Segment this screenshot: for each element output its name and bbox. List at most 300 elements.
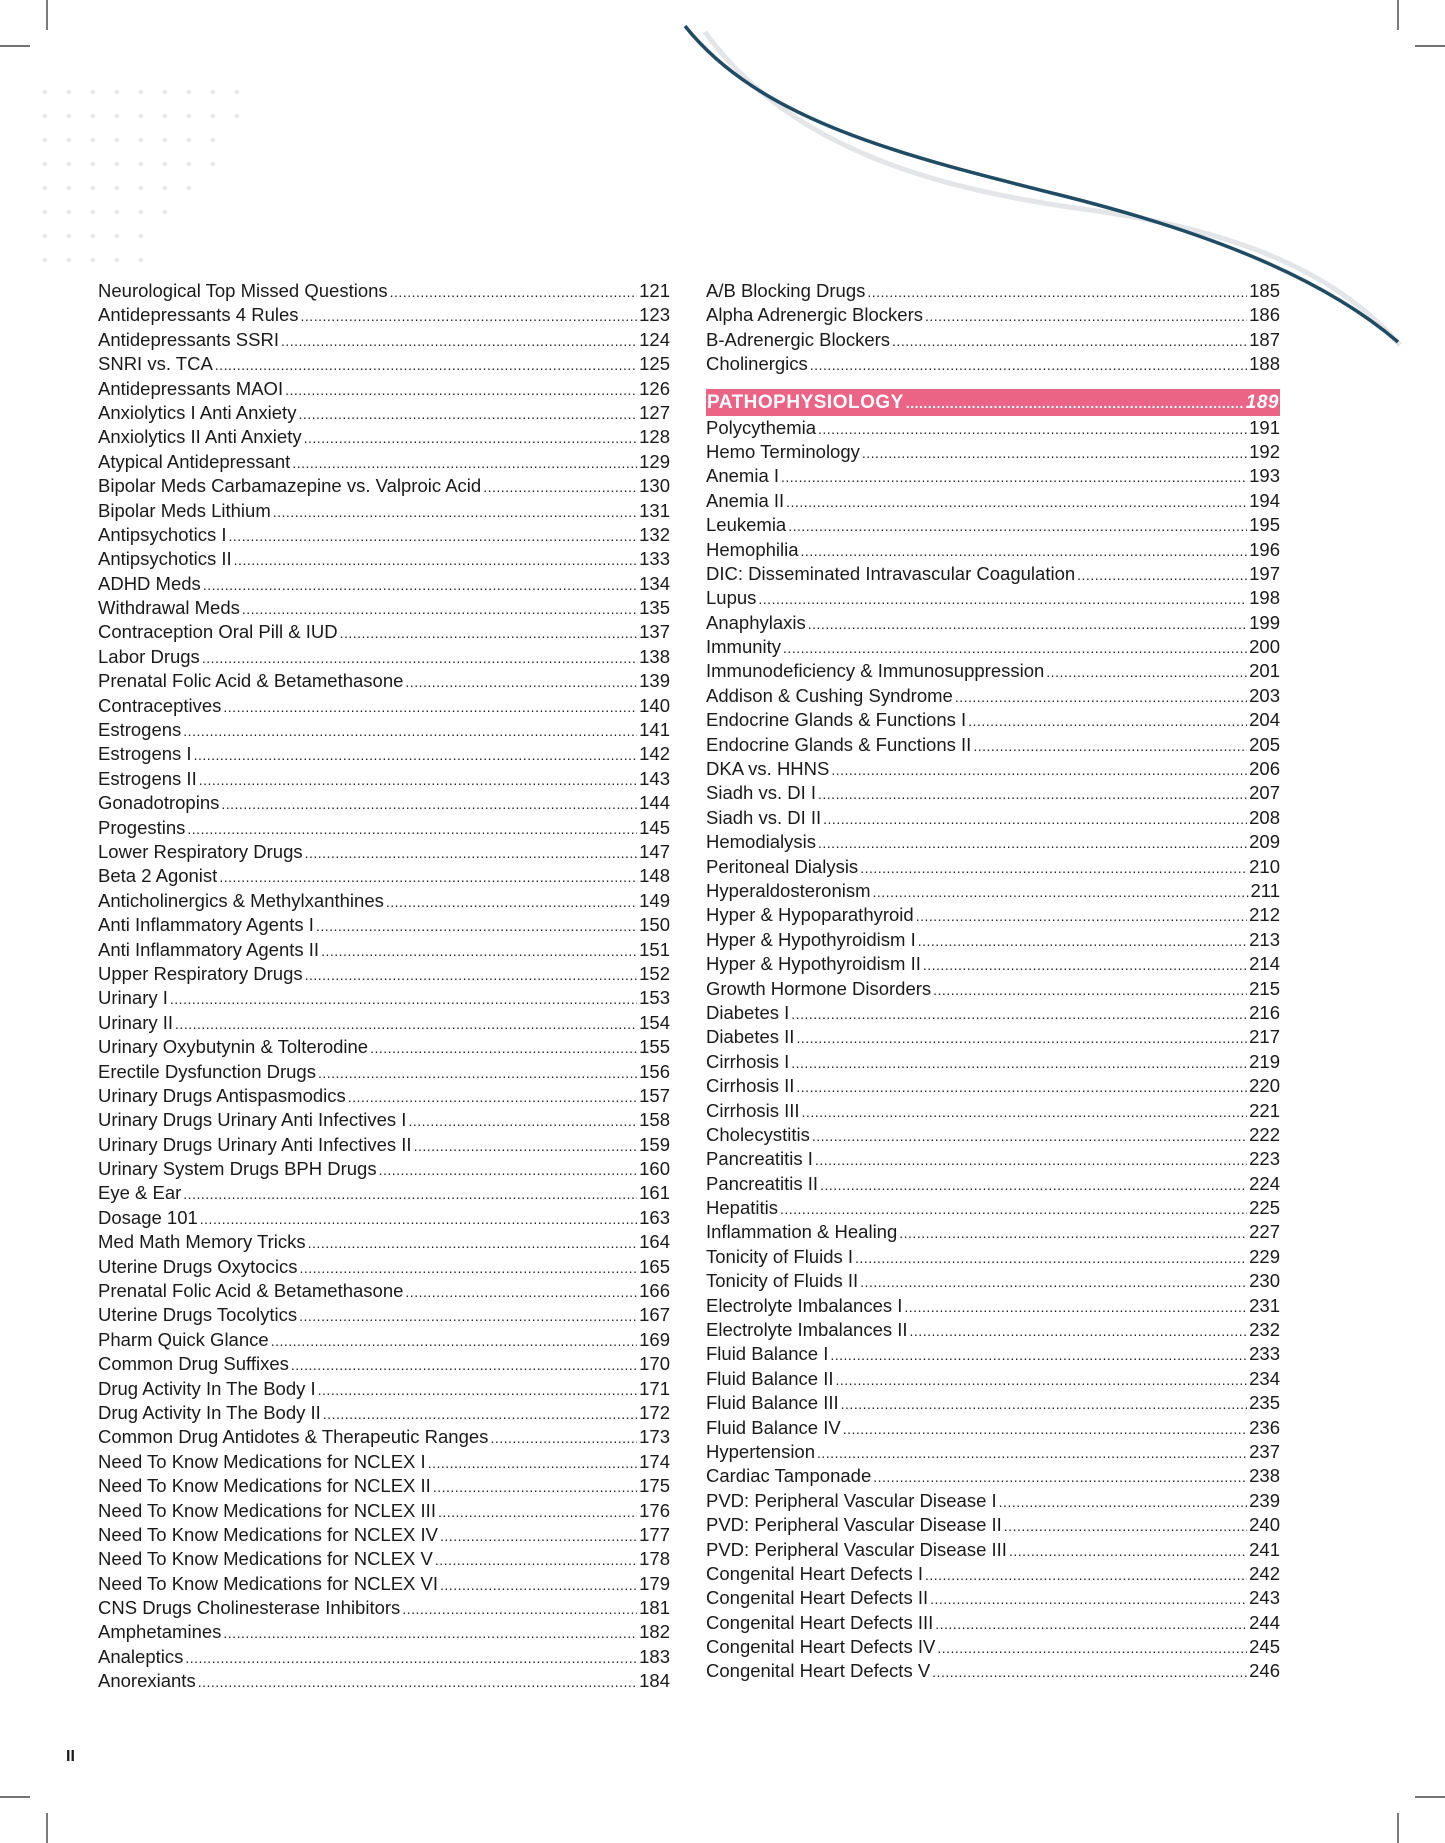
toc-entry[interactable]: [706, 416, 1280, 440]
toc-entry[interactable]: [706, 1269, 1280, 1293]
toc-entry-title: DKA vs. HHNS: [706, 758, 830, 780]
toc-entry[interactable]: [98, 1645, 670, 1669]
toc-entry-page: 173: [639, 1426, 670, 1448]
dot-leader: [932, 1660, 1247, 1684]
section-page-number: 189: [1245, 391, 1279, 413]
toc-entry[interactable]: [706, 611, 1280, 635]
toc-entry-title: Pancreatitis I: [706, 1148, 813, 1170]
toc-entry-page: 203: [1249, 684, 1280, 706]
toc-entry[interactable]: [98, 1157, 670, 1181]
toc-entry-page: 174: [639, 1450, 670, 1472]
toc-entry[interactable]: [706, 1440, 1280, 1464]
toc-entry[interactable]: [98, 938, 670, 962]
toc-entry[interactable]: [706, 1513, 1280, 1537]
dot-leader: [405, 1280, 637, 1304]
toc-entry[interactable]: [98, 1181, 670, 1205]
toc-entry-page: 200: [1249, 636, 1280, 658]
toc-entry-page: 209: [1249, 831, 1280, 853]
toc-entry-page: 239: [1249, 1489, 1280, 1511]
toc-entry[interactable]: [98, 1108, 670, 1132]
dot-leader: [483, 475, 637, 499]
dot-leader: [860, 856, 1247, 880]
toc-entry-title: Labor Drugs: [98, 645, 200, 667]
toc-entry-title: Immunodeficiency & Immunosuppression: [706, 660, 1045, 682]
dot-leader: [340, 621, 638, 645]
toc-entry[interactable]: [706, 659, 1280, 683]
toc-entry-page: 193: [1249, 465, 1280, 487]
toc-entry[interactable]: [706, 1416, 1280, 1440]
toc-entry-title: Anorexiants: [98, 1670, 196, 1692]
dot-leader: [802, 1100, 1248, 1124]
dot-leader: [223, 1621, 637, 1645]
toc-entry-title: Hyper & Hypothyroidism II: [706, 953, 921, 975]
toc-entry-page: 183: [639, 1645, 670, 1667]
toc-entry[interactable]: [706, 708, 1280, 732]
decor-dot: [139, 210, 143, 214]
toc-entry[interactable]: [706, 684, 1280, 708]
toc-entry[interactable]: [706, 1489, 1280, 1513]
section-header-pathophysiology[interactable]: [706, 389, 1280, 416]
dot-leader: [405, 670, 637, 694]
toc-entry[interactable]: [98, 547, 670, 571]
toc-entry-page: 195: [1249, 514, 1280, 536]
toc-entry[interactable]: [706, 1294, 1280, 1318]
dot-leader: [810, 353, 1247, 377]
toc-entry[interactable]: [706, 830, 1280, 854]
toc-entry[interactable]: [706, 977, 1280, 1001]
toc-entry-page: 198: [1249, 587, 1280, 609]
decor-dot: [43, 162, 47, 166]
dot-leader: [183, 1182, 637, 1206]
toc-entry[interactable]: [98, 1499, 670, 1523]
toc-entry[interactable]: [98, 1377, 670, 1401]
toc-entry[interactable]: [706, 562, 1280, 586]
toc-entry[interactable]: [706, 733, 1280, 757]
toc-entry-page: 210: [1249, 855, 1280, 877]
toc-entry[interactable]: [98, 913, 670, 937]
decor-dot: [187, 138, 191, 142]
toc-entry[interactable]: [98, 889, 670, 913]
decor-dot: [43, 210, 47, 214]
toc-entry[interactable]: [706, 1635, 1280, 1659]
toc-entry-page: 158: [639, 1109, 670, 1131]
toc-entry[interactable]: [706, 879, 1280, 903]
decor-dot: [91, 114, 95, 118]
toc-entry-page: 225: [1249, 1197, 1280, 1219]
toc-entry[interactable]: [98, 499, 670, 523]
toc-entry-page: 217: [1249, 1026, 1280, 1048]
decor-dot: [67, 114, 71, 118]
dot-leader: [999, 1490, 1247, 1514]
decor-dot: [67, 210, 71, 214]
dot-leader: [242, 597, 637, 621]
section-title: PATHOPHYSIOLOGY: [707, 391, 904, 413]
dot-leader: [170, 987, 637, 1011]
toc-entry-title: A/B Blocking Drugs: [706, 280, 866, 301]
dot-grid: [43, 90, 239, 262]
toc-entry[interactable]: [706, 757, 1280, 781]
dot-leader: [791, 1051, 1247, 1075]
decor-dot: [187, 162, 191, 166]
toc-entry-title: Growth Hormone Disorders: [706, 977, 932, 999]
toc-entry[interactable]: [98, 791, 670, 815]
toc-entry-title: Siadh vs. DI I: [706, 782, 817, 804]
toc-entry[interactable]: [706, 903, 1280, 927]
toc-entry[interactable]: [706, 1538, 1280, 1562]
toc-entry-page: 231: [1249, 1294, 1280, 1316]
decor-dot: [91, 138, 95, 142]
toc-entry[interactable]: [98, 767, 670, 791]
toc-entry[interactable]: [706, 928, 1280, 952]
toc-entry[interactable]: [706, 1245, 1280, 1269]
dot-leader: [796, 1075, 1247, 1099]
dot-leader: [223, 695, 637, 719]
toc-entry[interactable]: [98, 1328, 670, 1352]
toc-entry[interactable]: [98, 1523, 670, 1547]
decor-dot: [67, 258, 71, 262]
toc-entry[interactable]: [98, 425, 670, 449]
toc-entry[interactable]: [98, 377, 670, 401]
toc-entry[interactable]: [706, 489, 1280, 513]
toc-entry-title: ADHD Meds: [98, 572, 201, 594]
dot-leader: [1077, 563, 1247, 587]
toc-entry[interactable]: [706, 1464, 1280, 1488]
toc-entry[interactable]: [706, 1025, 1280, 1049]
decor-dot: [211, 114, 215, 118]
dot-leader: [273, 500, 637, 524]
toc-entry[interactable]: [98, 1011, 670, 1035]
toc-entry-title: Lupus: [706, 587, 757, 609]
toc-entry-title: Estrogens I: [98, 743, 192, 765]
toc-entry[interactable]: [98, 450, 670, 474]
toc-entry-title: Diabetes I: [706, 1001, 790, 1023]
toc-entry[interactable]: [706, 781, 1280, 805]
toc-entry-title: Common Drug Suffixes: [98, 1353, 289, 1375]
toc-entry[interactable]: [706, 1586, 1280, 1610]
toc-entry-title: Anti Inflammatory Agents I: [98, 914, 314, 936]
toc-entry[interactable]: [98, 1035, 670, 1059]
toc-entry-page: 160: [639, 1158, 670, 1180]
toc-entry[interactable]: [98, 1303, 670, 1327]
decor-dot: [211, 162, 215, 166]
toc-entry[interactable]: [98, 645, 670, 669]
dot-leader: [379, 1158, 638, 1182]
toc-entry-title: Urinary Oxybutynin & Tolterodine: [98, 1036, 369, 1058]
toc-entry[interactable]: [98, 1279, 670, 1303]
decor-dot: [211, 138, 215, 142]
toc-entry[interactable]: [98, 1450, 670, 1474]
toc-entry-title: Eye & Ear: [98, 1182, 182, 1204]
toc-entry[interactable]: [706, 328, 1280, 352]
decor-dot: [163, 186, 167, 190]
toc-entry-page: 213: [1249, 928, 1280, 950]
toc-entry-page: 242: [1249, 1562, 1280, 1584]
toc-entry[interactable]: [98, 1084, 670, 1108]
toc-entry-page: 191: [1249, 416, 1280, 438]
toc-entry[interactable]: [98, 986, 670, 1010]
toc-entry-page: 188: [1249, 353, 1280, 375]
decor-dot: [139, 234, 143, 238]
toc-entry[interactable]: [98, 1060, 670, 1084]
toc-entry-title: Anemia I: [706, 465, 780, 487]
decor-dot: [115, 234, 119, 238]
toc-entry[interactable]: [706, 1562, 1280, 1586]
dot-leader: [830, 1343, 1247, 1367]
toc-entry[interactable]: [98, 1474, 670, 1498]
toc-entry[interactable]: [706, 1050, 1280, 1074]
toc-entry-page: 220: [1249, 1075, 1280, 1097]
toc-entry-page: 165: [639, 1255, 670, 1277]
toc-entry[interactable]: [98, 669, 670, 693]
toc-entry[interactable]: [706, 1123, 1280, 1147]
toc-entry-page: 151: [639, 938, 670, 960]
toc-entry-page: 132: [639, 523, 670, 545]
toc-entry-page: 143: [639, 767, 670, 789]
dot-leader: [305, 963, 638, 987]
toc-entry-title: Fluid Balance III: [706, 1392, 839, 1414]
dot-leader: [916, 904, 1247, 928]
toc-entry[interactable]: [706, 1391, 1280, 1415]
toc-entry-title: Siadh vs. DI II: [706, 806, 822, 828]
dot-leader: [215, 353, 637, 377]
toc-entry[interactable]: [706, 952, 1280, 976]
dot-leader: [234, 548, 637, 572]
toc-entry-page: 208: [1249, 806, 1280, 828]
toc-entry-page: 224: [1249, 1172, 1280, 1194]
toc-entry-page: 126: [639, 377, 670, 399]
decor-dot: [115, 186, 119, 190]
toc-entry-title: Antidepressants SSRI: [98, 328, 279, 350]
decor-dot: [115, 162, 119, 166]
toc-entry[interactable]: [98, 596, 670, 620]
toc-entry-title: PVD: Peripheral Vascular Disease II: [706, 1514, 1002, 1536]
toc-entry[interactable]: [98, 840, 670, 864]
toc-entry[interactable]: [706, 513, 1280, 537]
toc-entry-title: Contraception Oral Pill & IUD: [98, 621, 338, 643]
dot-leader: [194, 743, 638, 767]
toc-entry-title: Tonicity of Fluids II: [706, 1270, 859, 1292]
toc-entry[interactable]: [706, 1001, 1280, 1025]
toc-entry-title: Hypertension: [706, 1440, 816, 1462]
toc-entry[interactable]: [98, 1230, 670, 1254]
toc-entry[interactable]: [706, 1196, 1280, 1220]
toc-entry-page: 232: [1249, 1319, 1280, 1341]
toc-entry[interactable]: [98, 1352, 670, 1376]
dot-leader: [271, 1329, 637, 1353]
toc-entry-page: 216: [1249, 1001, 1280, 1023]
dot-leader: [202, 646, 637, 670]
decor-dot: [115, 114, 119, 118]
toc-entry[interactable]: [98, 474, 670, 498]
toc-entry-title: Anti Inflammatory Agents II: [98, 938, 320, 960]
toc-entry[interactable]: [706, 806, 1280, 830]
toc-entry[interactable]: [98, 1596, 670, 1620]
toc-entry[interactable]: [706, 1099, 1280, 1123]
toc-entry[interactable]: [98, 303, 670, 327]
toc-entry-page: 123: [639, 304, 670, 326]
decor-dot: [43, 258, 47, 262]
toc-entry[interactable]: [98, 742, 670, 766]
toc-entry[interactable]: [706, 1611, 1280, 1635]
toc-entry-page: 207: [1249, 782, 1280, 804]
toc-entry-title: Pancreatitis II: [706, 1172, 819, 1194]
dot-leader: [973, 734, 1247, 758]
toc-entry-title: Cirrhosis III: [706, 1099, 800, 1121]
toc-entry-page: 177: [639, 1523, 670, 1545]
toc-entry-page: 206: [1249, 758, 1280, 780]
toc-entry-title: Anxiolytics I Anti Anxiety: [98, 401, 297, 423]
toc-entry[interactable]: [98, 1572, 670, 1596]
toc-entry[interactable]: [98, 352, 670, 376]
toc-entry-page: 184: [639, 1670, 670, 1692]
toc-entry[interactable]: [706, 538, 1280, 562]
dot-leader: [402, 1597, 637, 1621]
dot-leader: [836, 1368, 1248, 1392]
toc-entry-title: Analeptics: [98, 1645, 184, 1667]
toc-entry[interactable]: [98, 328, 670, 352]
toc-entry-title: PVD: Peripheral Vascular Disease III: [706, 1538, 1007, 1560]
toc-entry[interactable]: [706, 279, 1280, 303]
toc-entry-title: Fluid Balance I: [706, 1343, 829, 1365]
toc-entry-title: Endocrine Glands & Functions II: [706, 733, 972, 755]
toc-entry-title: Hemodialysis: [706, 831, 817, 853]
decor-dot: [91, 210, 95, 214]
toc-entry-page: 164: [639, 1231, 670, 1253]
toc-entry-page: 154: [639, 1011, 670, 1033]
toc-entry[interactable]: [706, 1147, 1280, 1171]
toc-entry[interactable]: [706, 303, 1280, 327]
toc-entry[interactable]: [98, 523, 670, 547]
toc-entry-title: Erectile Dysfunction Drugs: [98, 1060, 316, 1082]
toc-entry-title: Leukemia: [706, 514, 787, 536]
toc-entry[interactable]: [98, 279, 670, 303]
toc-entry-title: Antidepressants MAOI: [98, 377, 284, 399]
decor-dot: [235, 114, 239, 118]
toc-entry[interactable]: [706, 1220, 1280, 1244]
toc-entry-title: Alpha Adrenergic Blockers: [706, 304, 923, 326]
toc-entry[interactable]: [706, 1367, 1280, 1391]
toc-entry[interactable]: [98, 718, 670, 742]
toc-entry-title: Bipolar Meds Lithium: [98, 499, 271, 521]
toc-entry[interactable]: [706, 1342, 1280, 1366]
toc-entry[interactable]: [98, 1425, 670, 1449]
toc-entry-title: Congenital Heart Defects V: [706, 1660, 931, 1682]
toc-entry[interactable]: [98, 816, 670, 840]
toc-entry[interactable]: [706, 352, 1280, 376]
dot-leader: [292, 451, 637, 475]
decor-dot: [67, 138, 71, 142]
toc-entry-title: Congenital Heart Defects III: [706, 1611, 934, 1633]
dot-leader: [937, 1636, 1247, 1660]
dot-leader: [930, 1587, 1247, 1611]
toc-entry[interactable]: [98, 620, 670, 644]
toc-entry[interactable]: [706, 855, 1280, 879]
dot-leader: [219, 865, 637, 889]
dot-leader: [435, 1548, 637, 1572]
toc-entry-page: 223: [1249, 1148, 1280, 1170]
toc-entry[interactable]: [706, 464, 1280, 488]
toc-entry[interactable]: [98, 401, 670, 425]
dot-leader: [200, 1207, 637, 1231]
toc-entry-title: Anemia II: [706, 489, 785, 511]
toc-entry-page: 161: [639, 1182, 670, 1204]
toc-entry-title: Lower Respiratory Drugs: [98, 840, 303, 862]
dot-leader: [433, 1475, 637, 1499]
dot-leader: [935, 1612, 1247, 1636]
toc-entry[interactable]: [706, 440, 1280, 464]
toc-entry-page: 199: [1249, 611, 1280, 633]
decor-dot: [139, 258, 143, 262]
toc-entry[interactable]: [98, 1401, 670, 1425]
toc-entry-title: Anaphylaxis: [706, 611, 806, 633]
toc-entry-title: Prenatal Folic Acid & Betamethasone: [98, 670, 404, 692]
toc-entry-page: 137: [639, 621, 670, 643]
dot-leader: [968, 709, 1247, 733]
toc-entry[interactable]: [706, 1318, 1280, 1342]
toc-entry[interactable]: [98, 1255, 670, 1279]
dot-leader: [791, 1002, 1247, 1026]
toc-entry-title: Diabetes II: [706, 1026, 795, 1048]
toc-entry-title: Cardiac Tamponade: [706, 1465, 872, 1487]
dot-leader: [820, 1173, 1247, 1197]
decor-dot: [139, 114, 143, 118]
toc-entry[interactable]: [98, 864, 670, 888]
decor-dot: [163, 90, 167, 94]
toc-entry[interactable]: [98, 572, 670, 596]
toc-entry[interactable]: [706, 1074, 1280, 1098]
toc-entry[interactable]: [98, 694, 670, 718]
toc-entry[interactable]: [98, 1669, 670, 1693]
decor-dot: [163, 162, 167, 166]
toc-entry-title: Need To Know Medications for NCLEX I: [98, 1450, 426, 1472]
toc-entry-title: Urinary Drugs Urinary Anti Infectives I: [98, 1109, 407, 1131]
toc-entry[interactable]: [98, 962, 670, 986]
toc-entry-title: Congenital Heart Defects II: [706, 1587, 929, 1609]
dot-leader: [786, 490, 1247, 514]
toc-entry-page: 133: [639, 548, 670, 570]
toc-entry-page: 129: [639, 450, 670, 472]
toc-entry-page: 214: [1249, 953, 1280, 975]
toc-entry[interactable]: [706, 1659, 1280, 1683]
toc-entry-title: Prenatal Folic Acid & Betamethasone: [98, 1280, 404, 1302]
decor-dot: [115, 258, 119, 262]
toc-entry-title: Urinary Drugs Urinary Anti Infectives II: [98, 1133, 412, 1155]
toc-entry-page: 157: [639, 1084, 670, 1106]
toc-entry[interactable]: [98, 1547, 670, 1571]
decor-dot: [163, 210, 167, 214]
toc-entry-page: 131: [639, 499, 670, 521]
toc-entry[interactable]: [706, 635, 1280, 659]
toc-entry-title: Urinary Drugs Antispasmodics: [98, 1084, 346, 1106]
toc-entry[interactable]: [98, 1206, 670, 1230]
toc-entry[interactable]: [706, 1172, 1280, 1196]
decor-dot: [43, 186, 47, 190]
toc-entry-title: Need To Know Medications for NCLEX VI: [98, 1572, 439, 1594]
dot-leader: [281, 329, 637, 353]
dot-leader: [438, 1500, 637, 1524]
toc-entry[interactable]: [98, 1620, 670, 1644]
toc-entry[interactable]: [706, 586, 1280, 610]
dot-leader: [199, 768, 637, 792]
dot-leader: [855, 1246, 1247, 1270]
dot-leader: [301, 304, 638, 328]
decor-dot: [91, 186, 95, 190]
toc-entry[interactable]: [98, 1133, 670, 1157]
dot-leader: [185, 1646, 637, 1670]
dot-leader: [408, 1109, 637, 1133]
toc-entry-title: Cirrhosis II: [706, 1075, 795, 1097]
toc-entry-page: 152: [639, 962, 670, 984]
